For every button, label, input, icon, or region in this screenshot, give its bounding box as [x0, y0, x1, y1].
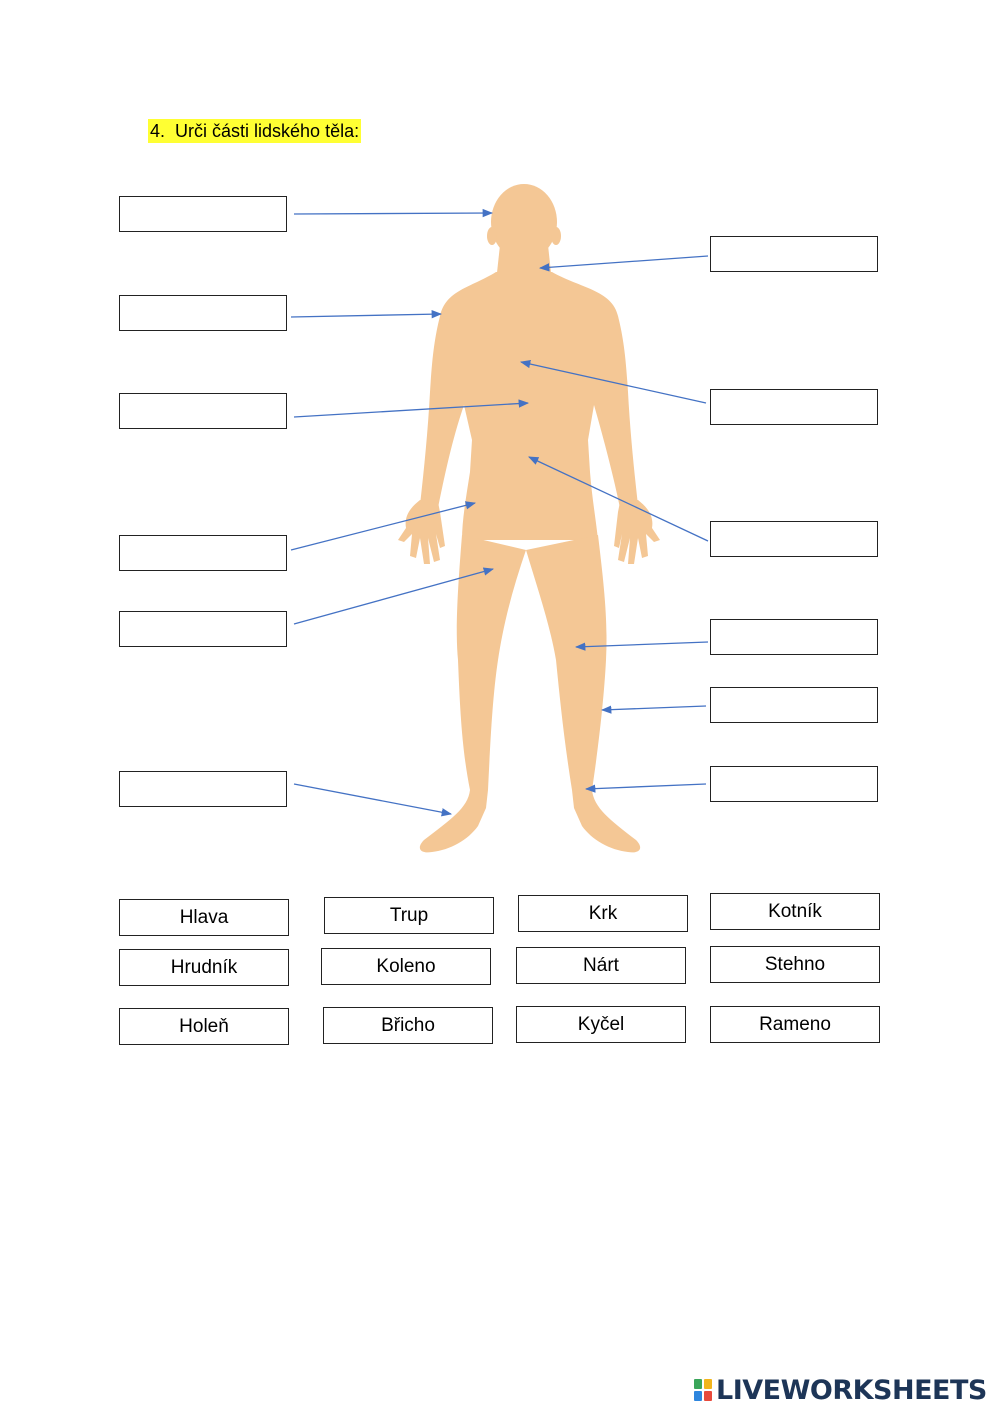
- liveworksheets-logo: [694, 1375, 987, 1405]
- pointer-arrow-11: [602, 706, 706, 710]
- exercise-number: 4.: [150, 121, 166, 141]
- word-card-6[interactable]: Koleno: [321, 948, 491, 985]
- answer-box-5[interactable]: [119, 611, 287, 647]
- answer-box-2[interactable]: [119, 295, 287, 331]
- answer-box-12[interactable]: [710, 766, 878, 802]
- word-card-8[interactable]: Stehno: [710, 946, 880, 983]
- human-body-silhouette: [398, 184, 660, 852]
- pointer-arrow-1: [294, 213, 492, 214]
- pointer-arrow-2: [291, 314, 441, 317]
- word-card-3[interactable]: Krk: [518, 895, 688, 932]
- pointer-arrow-4: [291, 503, 475, 550]
- pointer-arrow-7: [540, 256, 708, 268]
- word-card-1[interactable]: Hlava: [119, 899, 289, 936]
- word-card-4[interactable]: Kotník: [710, 893, 880, 930]
- pointer-arrow-6: [294, 784, 451, 814]
- word-card-7[interactable]: Nárt: [516, 947, 686, 984]
- logo-text: LIVEWORKSHEETS: [716, 1374, 987, 1406]
- word-card-5[interactable]: Hrudník: [119, 949, 289, 986]
- word-card-9[interactable]: Holeň: [119, 1008, 289, 1045]
- word-card-10[interactable]: Břicho: [323, 1007, 493, 1044]
- answer-box-11[interactable]: [710, 687, 878, 723]
- pointer-arrow-12: [586, 784, 706, 789]
- answer-box-9[interactable]: [710, 521, 878, 557]
- exercise-instruction: Urči části lidského těla:: [175, 121, 360, 141]
- answer-box-8[interactable]: [710, 389, 878, 425]
- answer-box-7[interactable]: [710, 236, 878, 272]
- word-card-12[interactable]: Rameno: [710, 1006, 880, 1043]
- answer-box-4[interactable]: [119, 535, 287, 571]
- answer-box-6[interactable]: [119, 771, 287, 807]
- word-card-2[interactable]: Trup: [324, 897, 494, 934]
- answer-box-1[interactable]: [119, 196, 287, 232]
- logo-mark-icon: [694, 1379, 712, 1401]
- answer-box-3[interactable]: [119, 393, 287, 429]
- answer-box-10[interactable]: [710, 619, 878, 655]
- word-card-11[interactable]: Kyčel: [516, 1006, 686, 1043]
